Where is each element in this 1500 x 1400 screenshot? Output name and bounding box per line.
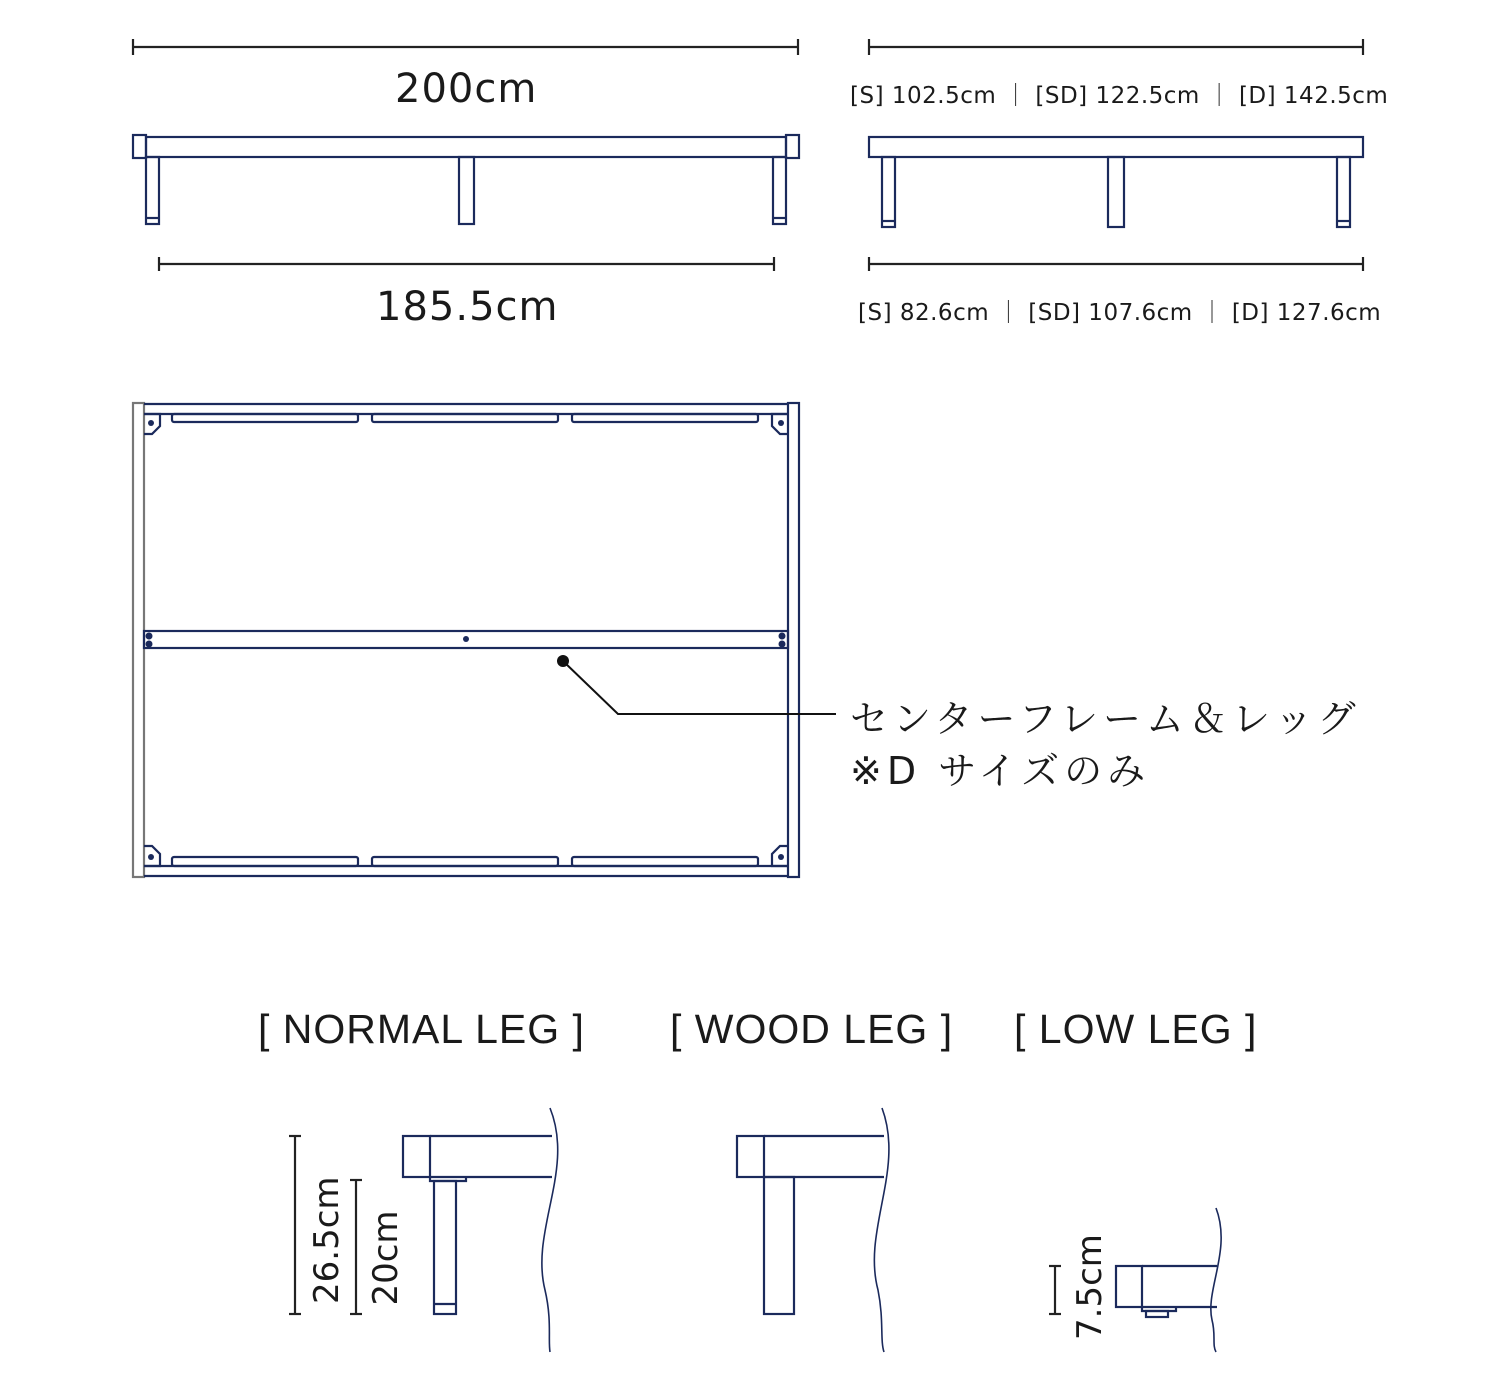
- side-leg-center: [459, 157, 474, 224]
- d-size-only-note: ※D サイズのみ: [850, 749, 1151, 793]
- slat-bottom-3: [572, 857, 758, 866]
- wood-leg-title: [ WOOD LEG ]: [670, 1006, 954, 1052]
- leg-span-dimension-line: [159, 257, 774, 271]
- end-leg-right: [1337, 157, 1350, 227]
- end-view: [869, 39, 1363, 271]
- normal-leg-post: [434, 1181, 456, 1314]
- leg-width-dimension-line: [869, 257, 1363, 271]
- normal-leg-title: [ NORMAL LEG ]: [258, 1006, 585, 1052]
- overall-width-dimension-line: [869, 39, 1363, 55]
- leg-span-label: 185.5cm: [376, 284, 559, 330]
- slat-top-3: [572, 414, 758, 422]
- callout-leader-line: [563, 661, 836, 714]
- low-leg-dim-lines: [1049, 1266, 1061, 1314]
- low-leg-break-line: [1211, 1208, 1221, 1352]
- end-leg-left: [882, 157, 895, 227]
- side-end-cap-right: [786, 135, 799, 158]
- side-frame-rail: [146, 137, 786, 157]
- normal-leg-end-cap: [403, 1136, 430, 1177]
- center-frame-callout-label: センターフレーム＆レッグ: [850, 697, 1361, 741]
- top-end-panel-right: [788, 403, 799, 877]
- low-leg-title: [ LOW LEG ]: [1014, 1006, 1258, 1052]
- side-end-cap-left: [133, 135, 146, 158]
- normal-leg-break-line: [542, 1108, 558, 1352]
- normal-leg-total-height-label: 26.5cm: [307, 1176, 347, 1304]
- side-leg-right: [773, 157, 786, 224]
- top-end-panel-left: [133, 403, 144, 877]
- wood-leg-detail: [737, 1108, 889, 1352]
- slat-top-2: [372, 414, 558, 422]
- overall-length-label: 200cm: [395, 66, 538, 112]
- callout-dot: [557, 655, 569, 667]
- low-leg-end-cap: [1116, 1266, 1142, 1307]
- slat-bottom-2: [372, 857, 558, 866]
- wood-leg-post: [764, 1177, 794, 1314]
- slat-top-1: [172, 414, 358, 422]
- wood-leg-end-cap: [737, 1136, 764, 1177]
- side-leg-left: [146, 157, 159, 224]
- wood-leg-break-line: [874, 1108, 889, 1352]
- top-view: [133, 403, 836, 877]
- slat-bottom-1: [172, 857, 358, 866]
- overall-width-label: [S] 102.5cm ｜ [SD] 122.5cm ｜ [D] 142.5cm: [850, 83, 1389, 109]
- end-frame-rail: [869, 137, 1363, 157]
- low-leg-foot: [1146, 1311, 1168, 1317]
- overall-length-dimension-line: [133, 39, 798, 55]
- leg-width-label: [S] 82.6cm ｜ [SD] 107.6cm ｜ [D] 127.6cm: [858, 300, 1382, 326]
- normal-leg-post-height-label: 20cm: [366, 1210, 406, 1306]
- low-leg-height-label: 7.5cm: [1070, 1234, 1110, 1340]
- end-leg-center: [1108, 157, 1124, 227]
